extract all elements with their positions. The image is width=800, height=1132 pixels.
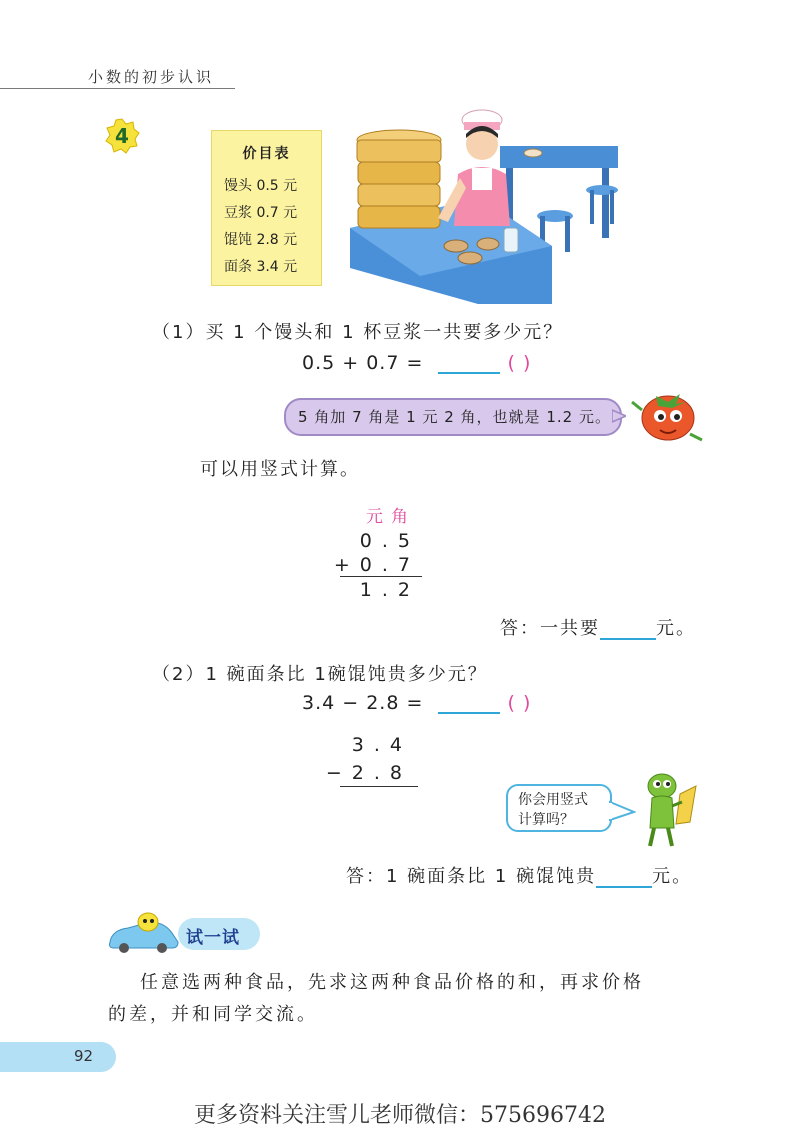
page-number: 92	[74, 1047, 94, 1065]
vertical-header: 元角	[366, 507, 416, 527]
try-it-text-line-1: 任意选两种食品，先求这两种食品价格的和，再求价格	[140, 972, 644, 993]
question-bubble	[506, 784, 612, 832]
vertical-2-middle: −2.8	[325, 762, 412, 784]
answer-blank-1[interactable]	[438, 350, 500, 374]
price-row: 豆浆 0.7 元	[224, 205, 298, 221]
food-stall-illustration	[340, 108, 620, 304]
unit-paren-2[interactable]: ( )	[507, 692, 532, 714]
equation-2	[302, 690, 531, 714]
question-1: （1）买 1 个馒头和 1 杯豆浆一共要多少元？	[152, 322, 564, 343]
vertical-1-rule	[340, 576, 422, 577]
example-number: 4	[115, 124, 129, 148]
car-character-icon	[104, 912, 182, 954]
answer-2: 答：1 碗面条比 1 碗馄饨贵 元。	[346, 866, 693, 887]
vertical-1-top: 0.5	[359, 530, 420, 552]
vertical-2-rule	[340, 786, 418, 787]
back-table-top	[500, 146, 618, 168]
price-table	[211, 130, 322, 286]
tomato-character-icon	[628, 384, 708, 444]
price-row: 馄饨 2.8 元	[224, 232, 298, 248]
price-table-title: 价目表	[242, 146, 291, 162]
try-it-label: 试一试	[186, 928, 240, 948]
header-rule	[0, 88, 235, 89]
green-bean-character-icon	[636, 766, 700, 848]
answer-1: 答：一共要 元。	[500, 618, 696, 639]
vertical-1-result: 1.2	[359, 579, 420, 601]
answer-2-blank[interactable]	[596, 866, 652, 888]
chapter-title: 小数的初步认识	[88, 68, 215, 86]
unit-paren-1[interactable]: ( )	[507, 352, 532, 374]
equation-1	[302, 350, 531, 374]
answer-1-blank[interactable]	[600, 618, 656, 640]
question-bubble-line: 你会用竖式	[518, 792, 588, 808]
vertical-2-top: 3.4	[351, 734, 412, 756]
bubble-tail	[612, 406, 626, 426]
method-note: 可以用竖式计算。	[200, 459, 360, 480]
page-number-tab	[0, 1042, 116, 1072]
try-it-text-line-2: 的差，并和同学交流。	[108, 1004, 318, 1025]
question-bubble-line: 计算吗？	[518, 812, 574, 828]
equation-2-text: 3.4 − 2.8 =	[302, 692, 424, 714]
hint-bubble: 5 角加 7 角是 1 元 2 角，也就是 1.2 元。	[284, 398, 622, 436]
vertical-1-middle: +0.7	[333, 554, 420, 576]
answer-blank-2[interactable]	[438, 690, 500, 714]
example-number-badge	[104, 117, 140, 155]
equation-1-text: 0.5 + 0.7 =	[302, 352, 424, 374]
question-2: （2）1 碗面条比 1碗馄饨贵多少元？	[152, 664, 488, 685]
footer-watermark-text: 更多资料关注雪儿老师微信：575696742	[194, 1103, 606, 1128]
price-row: 馒头 0.5 元	[224, 178, 298, 194]
price-row: 面条 3.4 元	[224, 259, 298, 275]
bubble-tail	[608, 800, 636, 824]
